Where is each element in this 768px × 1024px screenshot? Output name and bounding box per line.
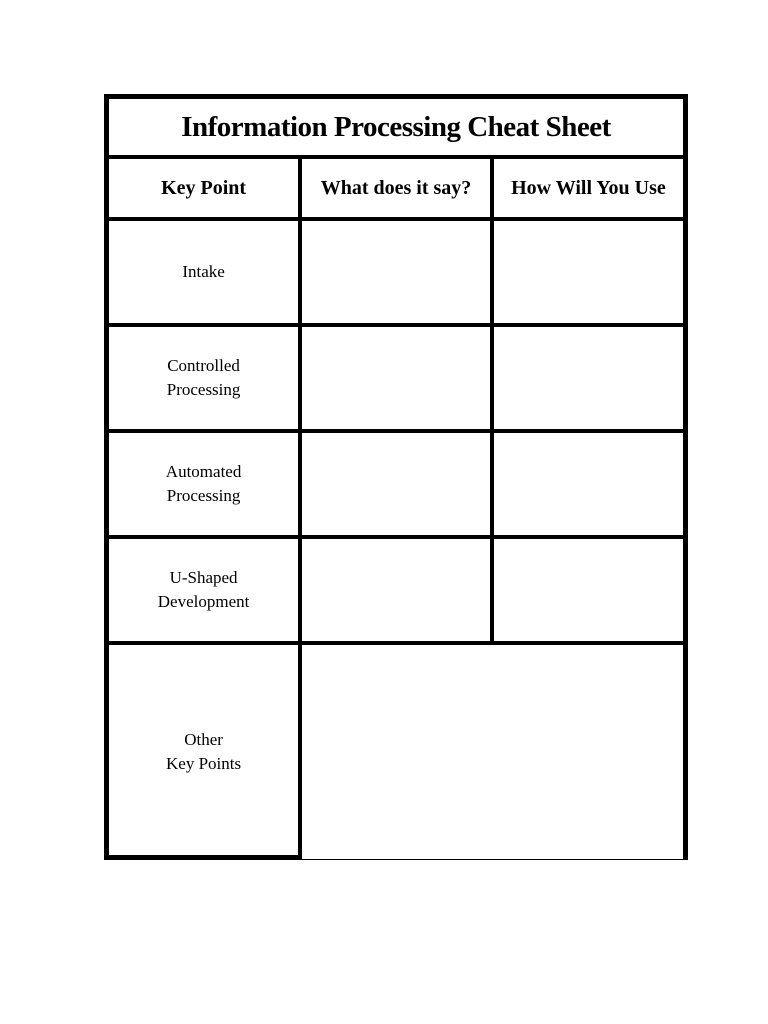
- row-label-line1: U-Shaped: [169, 568, 238, 587]
- answer-cell-what-automated[interactable]: [300, 431, 492, 537]
- row-label-u-shaped-development: [109, 537, 300, 643]
- row-label-line1: Controlled: [167, 356, 240, 375]
- table-row-u-shaped-development: [109, 537, 683, 643]
- sheet-title: Information Processing Cheat Sheet: [109, 99, 683, 157]
- answer-cell-what-controlled[interactable]: [300, 325, 492, 431]
- row-label-intake: [109, 219, 300, 325]
- answer-cell-use-u-shaped[interactable]: [492, 537, 683, 643]
- answer-cell-other-key-points[interactable]: [300, 643, 683, 859]
- table-row-other-key-points: [109, 643, 683, 859]
- row-label-line2: Processing: [166, 380, 241, 399]
- table-row-intake: [109, 219, 683, 325]
- answer-cell-use-automated[interactable]: [492, 431, 683, 537]
- answer-cell-use-intake[interactable]: [492, 219, 683, 325]
- header-how-will-you-use: How Will You Use: [492, 157, 683, 219]
- row-label-automated-processing: [109, 431, 300, 537]
- table-row-automated-processing: [109, 431, 683, 537]
- row-label-other-key-points: [109, 643, 300, 859]
- cheat-sheet-table: [104, 94, 688, 860]
- worksheet-grid: [109, 99, 683, 859]
- header-key-point: Key Point: [109, 157, 300, 219]
- table-row-controlled-processing: [109, 325, 683, 431]
- row-label-line2: Processing: [166, 486, 241, 505]
- row-label-line1: Other: [184, 730, 223, 749]
- answer-cell-use-controlled[interactable]: [492, 325, 683, 431]
- row-label-line2: Key Points: [166, 754, 242, 773]
- answer-cell-what-u-shaped[interactable]: [300, 537, 492, 643]
- row-label-line2: Development: [157, 592, 250, 611]
- row-label-controlled-processing: [109, 325, 300, 431]
- row-label-line1: Automated: [165, 462, 242, 481]
- row-label-line1: Intake: [182, 262, 225, 281]
- answer-cell-what-intake[interactable]: [300, 219, 492, 325]
- header-what-does-it-say: What does it say?: [300, 157, 492, 219]
